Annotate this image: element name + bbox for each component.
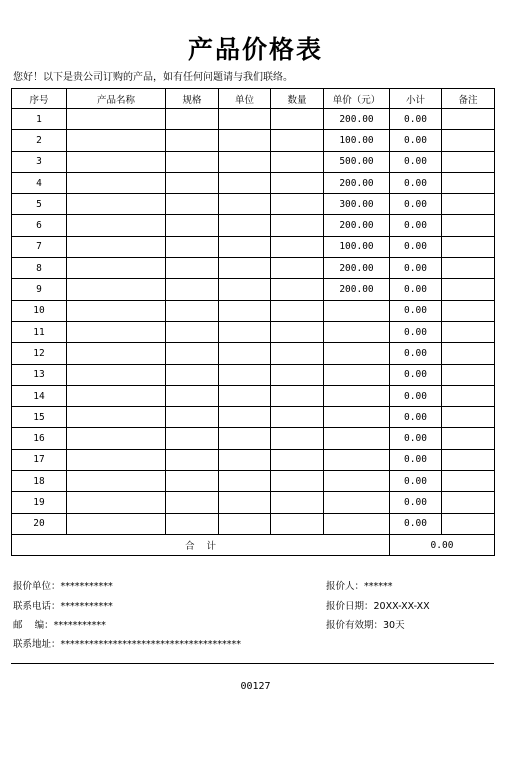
spec-cell xyxy=(166,172,219,193)
row-number: 20 xyxy=(12,513,67,534)
document-title: 产品价格表 xyxy=(187,35,323,64)
unit-price-cell xyxy=(324,407,390,428)
unit-price-cell xyxy=(324,364,390,385)
page-number: 00127 xyxy=(240,681,271,692)
remarks-cell xyxy=(442,172,495,193)
spec-cell xyxy=(166,300,219,321)
subtotal-cell: 0.00 xyxy=(390,130,442,151)
row-number: 5 xyxy=(12,194,67,215)
unit-cell xyxy=(219,215,271,236)
unit-cell xyxy=(219,343,271,364)
total-label: 合 计 xyxy=(12,534,390,555)
row-number: 13 xyxy=(12,364,67,385)
quantity-cell xyxy=(271,492,324,513)
quantity-cell xyxy=(271,449,324,470)
remarks-cell xyxy=(442,236,495,257)
price-table xyxy=(11,88,495,556)
row-number: 17 xyxy=(12,449,67,470)
row-number: 2 xyxy=(12,130,67,151)
product-name-cell xyxy=(67,428,166,449)
product-name-cell xyxy=(67,343,166,364)
table-row xyxy=(12,428,495,449)
contact-address: 联系地址：************************************** xyxy=(13,639,242,650)
subtotal-cell: 0.00 xyxy=(390,109,442,130)
postal-code: 邮 编：*********** xyxy=(13,620,106,631)
product-name-cell xyxy=(67,449,166,470)
unit-price-cell xyxy=(324,300,390,321)
unit-price-cell: 100.00 xyxy=(324,130,390,151)
spec-cell xyxy=(166,321,219,342)
table-row xyxy=(12,321,495,342)
unit-cell xyxy=(219,194,271,215)
table-row xyxy=(12,449,495,470)
unit-cell xyxy=(219,258,271,279)
spec-cell xyxy=(166,258,219,279)
unit-price-cell: 200.00 xyxy=(324,279,390,300)
spec-cell xyxy=(166,513,219,534)
product-name-cell xyxy=(67,258,166,279)
unit-cell xyxy=(219,471,271,492)
row-number: 10 xyxy=(12,300,67,321)
quantity-cell xyxy=(271,343,324,364)
table-row xyxy=(12,385,495,406)
remarks-cell xyxy=(442,407,495,428)
row-number: 7 xyxy=(12,236,67,257)
spec-cell xyxy=(166,194,219,215)
product-name-cell xyxy=(67,151,166,172)
unit-cell xyxy=(219,428,271,449)
row-number: 19 xyxy=(12,492,67,513)
row-number: 3 xyxy=(12,151,67,172)
row-number: 18 xyxy=(12,471,67,492)
unit-cell xyxy=(219,172,271,193)
quantity-cell xyxy=(271,215,324,236)
product-name-cell xyxy=(67,109,166,130)
spec-cell xyxy=(166,130,219,151)
remarks-cell xyxy=(442,279,495,300)
remarks-cell xyxy=(442,300,495,321)
remarks-cell xyxy=(442,130,495,151)
quantity-cell xyxy=(271,513,324,534)
remarks-cell xyxy=(442,428,495,449)
quantity-cell xyxy=(271,258,324,279)
remarks-cell xyxy=(442,321,495,342)
subtotal-cell: 0.00 xyxy=(390,471,442,492)
unit-price-cell xyxy=(324,385,390,406)
unit-price-cell xyxy=(324,492,390,513)
footer-divider xyxy=(11,663,494,664)
row-number: 4 xyxy=(12,172,67,193)
unit-cell xyxy=(219,385,271,406)
quantity-cell xyxy=(271,130,324,151)
row-number: 16 xyxy=(12,428,67,449)
table-row xyxy=(12,343,495,364)
row-number: 11 xyxy=(12,321,67,342)
table-row xyxy=(12,109,495,130)
unit-cell xyxy=(219,513,271,534)
table-row xyxy=(12,151,495,172)
spec-cell xyxy=(166,343,219,364)
row-number: 15 xyxy=(12,407,67,428)
product-name-cell xyxy=(67,215,166,236)
unit-cell xyxy=(219,109,271,130)
remarks-cell xyxy=(442,151,495,172)
quote-unit: 报价单位：*********** xyxy=(13,581,113,592)
unit-cell xyxy=(219,364,271,385)
product-name-cell xyxy=(67,194,166,215)
product-name-cell xyxy=(67,279,166,300)
quantity-cell xyxy=(271,151,324,172)
spec-cell xyxy=(166,471,219,492)
spec-cell xyxy=(166,279,219,300)
quantity-cell xyxy=(271,407,324,428)
header-cell: 单位 xyxy=(219,89,271,109)
quantity-cell xyxy=(271,428,324,449)
subtotal-cell: 0.00 xyxy=(390,300,442,321)
spec-cell xyxy=(166,428,219,449)
contact-phone: 联系电话：*********** xyxy=(13,601,113,612)
unit-price-cell xyxy=(324,471,390,492)
unit-price-cell: 200.00 xyxy=(324,215,390,236)
spec-cell xyxy=(166,449,219,470)
quantity-cell xyxy=(271,300,324,321)
product-name-cell xyxy=(67,172,166,193)
product-name-cell xyxy=(67,492,166,513)
remarks-cell xyxy=(442,215,495,236)
unit-cell xyxy=(219,279,271,300)
spec-cell xyxy=(166,385,219,406)
subtotal-cell: 0.00 xyxy=(390,279,442,300)
quantity-cell xyxy=(271,471,324,492)
spec-cell xyxy=(166,407,219,428)
table-row xyxy=(12,513,495,534)
product-name-cell xyxy=(67,407,166,428)
subtotal-cell: 0.00 xyxy=(390,513,442,534)
unit-price-cell xyxy=(324,428,390,449)
remarks-cell xyxy=(442,364,495,385)
product-name-cell xyxy=(67,236,166,257)
remarks-cell xyxy=(442,471,495,492)
unit-cell xyxy=(219,300,271,321)
quantity-cell xyxy=(271,364,324,385)
remarks-cell xyxy=(442,449,495,470)
header-cell: 序号 xyxy=(12,89,67,109)
greeting-text: 您好！以下是贵公司订购的产品，如有任何问题请与我们联络。 xyxy=(13,72,293,83)
subtotal-cell: 0.00 xyxy=(390,172,442,193)
quantity-cell xyxy=(271,385,324,406)
table-row xyxy=(12,300,495,321)
product-name-cell xyxy=(67,130,166,151)
header-cell: 产品名称 xyxy=(67,89,166,109)
subtotal-cell: 0.00 xyxy=(390,236,442,257)
table-row xyxy=(12,492,495,513)
table-row xyxy=(12,236,495,257)
table-row xyxy=(12,471,495,492)
quantity-cell xyxy=(271,236,324,257)
product-name-cell xyxy=(67,321,166,342)
subtotal-cell: 0.00 xyxy=(390,151,442,172)
table-row xyxy=(12,407,495,428)
spec-cell xyxy=(166,215,219,236)
subtotal-cell: 0.00 xyxy=(390,385,442,406)
remarks-cell xyxy=(442,343,495,364)
table-row xyxy=(12,215,495,236)
row-number: 12 xyxy=(12,343,67,364)
table-row xyxy=(12,172,495,193)
header-cell: 规格 xyxy=(166,89,219,109)
unit-price-cell: 300.00 xyxy=(324,194,390,215)
remarks-cell xyxy=(442,513,495,534)
unit-price-cell xyxy=(324,513,390,534)
unit-price-cell: 100.00 xyxy=(324,236,390,257)
quantity-cell xyxy=(271,321,324,342)
table-row xyxy=(12,258,495,279)
quantity-cell xyxy=(271,172,324,193)
remarks-cell xyxy=(442,385,495,406)
subtotal-cell: 0.00 xyxy=(390,407,442,428)
remarks-cell xyxy=(442,258,495,279)
remarks-cell xyxy=(442,492,495,513)
row-number: 9 xyxy=(12,279,67,300)
subtotal-cell: 0.00 xyxy=(390,258,442,279)
subtotal-cell: 0.00 xyxy=(390,364,442,385)
quantity-cell xyxy=(271,109,324,130)
quote-date: 报价日期：20XX-XX-XX xyxy=(326,601,430,612)
unit-cell xyxy=(219,407,271,428)
remarks-cell xyxy=(442,194,495,215)
total-row xyxy=(12,534,495,555)
unit-price-cell: 200.00 xyxy=(324,172,390,193)
table-row xyxy=(12,194,495,215)
unit-cell xyxy=(219,236,271,257)
subtotal-cell: 0.00 xyxy=(390,343,442,364)
quote-validity: 报价有效期：30天 xyxy=(326,620,405,631)
header-cell: 单价（元） xyxy=(324,89,390,109)
subtotal-cell: 0.00 xyxy=(390,321,442,342)
product-name-cell xyxy=(67,300,166,321)
product-name-cell xyxy=(67,513,166,534)
unit-price-cell xyxy=(324,449,390,470)
subtotal-cell: 0.00 xyxy=(390,428,442,449)
remarks-cell xyxy=(442,109,495,130)
subtotal-cell: 0.00 xyxy=(390,449,442,470)
quantity-cell xyxy=(271,279,324,300)
quoter: 报价人：****** xyxy=(326,581,393,592)
spec-cell xyxy=(166,492,219,513)
unit-cell xyxy=(219,151,271,172)
total-value: 0.00 xyxy=(390,534,495,555)
unit-cell xyxy=(219,449,271,470)
spec-cell xyxy=(166,151,219,172)
row-number: 14 xyxy=(12,385,67,406)
header-cell: 小计 xyxy=(390,89,442,109)
table-row xyxy=(12,130,495,151)
header-cell: 数量 xyxy=(271,89,324,109)
unit-cell xyxy=(219,130,271,151)
subtotal-cell: 0.00 xyxy=(390,492,442,513)
unit-price-cell: 200.00 xyxy=(324,109,390,130)
row-number: 6 xyxy=(12,215,67,236)
unit-cell xyxy=(219,321,271,342)
quantity-cell xyxy=(271,194,324,215)
unit-price-cell xyxy=(324,321,390,342)
product-name-cell xyxy=(67,471,166,492)
spec-cell xyxy=(166,109,219,130)
spec-cell xyxy=(166,364,219,385)
row-number: 8 xyxy=(12,258,67,279)
product-name-cell xyxy=(67,364,166,385)
unit-cell xyxy=(219,492,271,513)
table-header-row xyxy=(12,89,495,109)
spec-cell xyxy=(166,236,219,257)
row-number: 1 xyxy=(12,109,67,130)
unit-price-cell xyxy=(324,343,390,364)
subtotal-cell: 0.00 xyxy=(390,215,442,236)
unit-price-cell: 200.00 xyxy=(324,258,390,279)
product-name-cell xyxy=(67,385,166,406)
header-cell: 备注 xyxy=(442,89,495,109)
table-row xyxy=(12,364,495,385)
unit-price-cell: 500.00 xyxy=(324,151,390,172)
subtotal-cell: 0.00 xyxy=(390,194,442,215)
table-row xyxy=(12,279,495,300)
